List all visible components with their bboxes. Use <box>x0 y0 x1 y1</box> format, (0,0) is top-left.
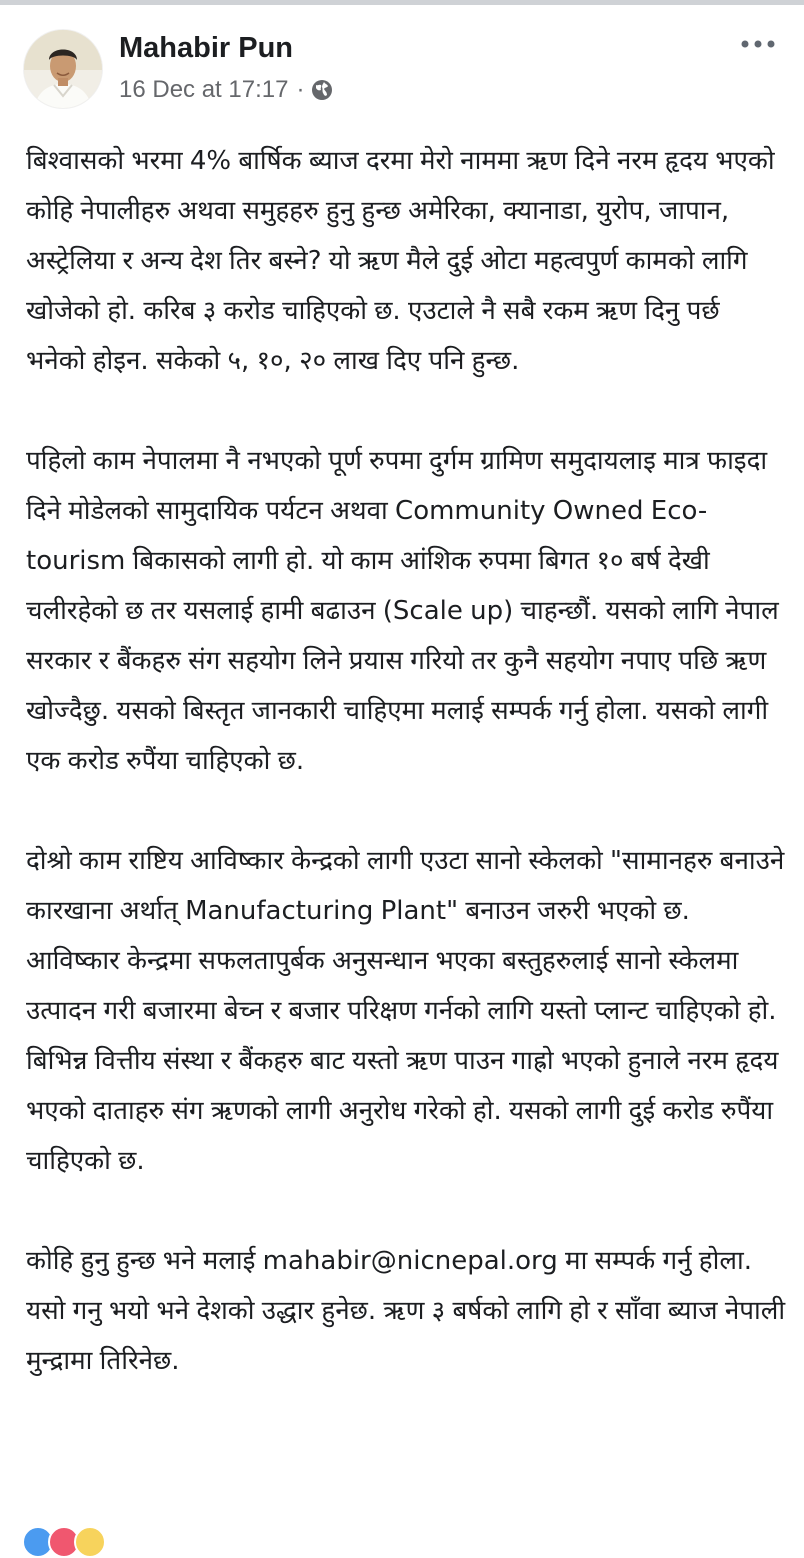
post-meta <box>119 74 334 106</box>
post-timestamp[interactable]: 16 Dec at 17:17 <box>119 76 289 103</box>
avatar-photo <box>24 30 102 108</box>
more-dots-icon[interactable] <box>740 34 776 54</box>
avatar[interactable] <box>24 30 102 108</box>
haha-reaction-icon <box>74 1526 106 1558</box>
reaction-icons[interactable] <box>22 1526 100 1556</box>
post-paragraph-4: कोहि हुनु हुन्छ भने मलाई mahabir@nicnepal.org मा सम्पर्क गर्नु होला. यसो गनु भयो भने देशको उद्धार हुनेछ. ऋण ३ बर्षको लागि हो र साँवा ब्याज नेपाली मुन्द्रामा तिरिनेछ. <box>26 1246 786 1376</box>
post-paragraph-2: पहिलो काम नेपालमा नै नभएको पूर्ण रुपमा दुर्गम ग्रामिण समुदायलाइ मात्र फाइदा दिने मोडेलको सामुदायिक पर्यटन अथवा Community Owned Eco-tourism बिकासको लागी हो. यो काम आंशिक रुपमा बिगत १० बर्ष देखी चलीरहेको छ तर यसलाई हामी बढाउन (Scale up) चाहन्छौं. यसको लागि नेपाल सरकार र बैंकहरु संग सहयोग लिने प्रयास गरियो तर कुनै सहयोग नपाए पछि ऋण खोज्दैछु. यसको बिस्तृत जानकारी चाहिएमा मलाई सम्पर्क गर्नु होला. यसको लागी एक करोड रुपैंया चाहिएको छ. <box>26 446 779 776</box>
post-header <box>24 28 780 112</box>
author-name[interactable]: Mahabir Pun <box>119 32 294 64</box>
post-text <box>26 136 786 1386</box>
globe-icon[interactable] <box>310 78 334 102</box>
top-divider <box>0 0 804 5</box>
meta-separator: · <box>296 76 305 103</box>
post-paragraph-1: बिश्वासको भरमा 4% बार्षिक ब्याज दरमा मेरो नाममा ऋण दिने नरम हृदय भएको कोहि नेपालीहरु अथवा समुहहरु हुनु हुन्छ अमेरिका, क्यानाडा, युरोप, जापान, अस्ट्रेलिया र अन्य देश तिर बस्ने? यो ऋण मैले दुई ओटा महत्वपुर्ण कामको लागि खोजेको हो. करिब ३ करोड चाहिएको छ. एउटाले नै सबै रकम ऋण दिनु पर्छ भनेको होइन. सकेको ५, १०, २० लाख दिए पनि हुन्छ. <box>26 146 775 376</box>
post-paragraph-3: दोश्रो काम राष्टिय आविष्कार केन्द्रको लागी एउटा सानो स्केलको "सामानहरु बनाउने कारखाना अर्थात् Manufacturing Plant" बनाउन जरुरी भएको छ. आविष्कार केन्द्रमा सफलतापुर्बक अनुसन्धान भएका बस्तुहरुलाई सानो स्केलमा उत्पादन गरी बजारमा बेच्न र बजार परिक्षण गर्नको लागि यस्तो प्लान्ट चाहिएको हो. बिभिन्न वित्तीय संस्था र बैंकहरु बाट यस्तो ऋण पाउन गाह्रो भएको हुनाले नरम हृदय भएको दाताहरु संग ऋणको लागी अनुरोध गरेको हो. यसको लागी दुई करोड रुपैंया चाहिएको छ. <box>26 846 785 1176</box>
